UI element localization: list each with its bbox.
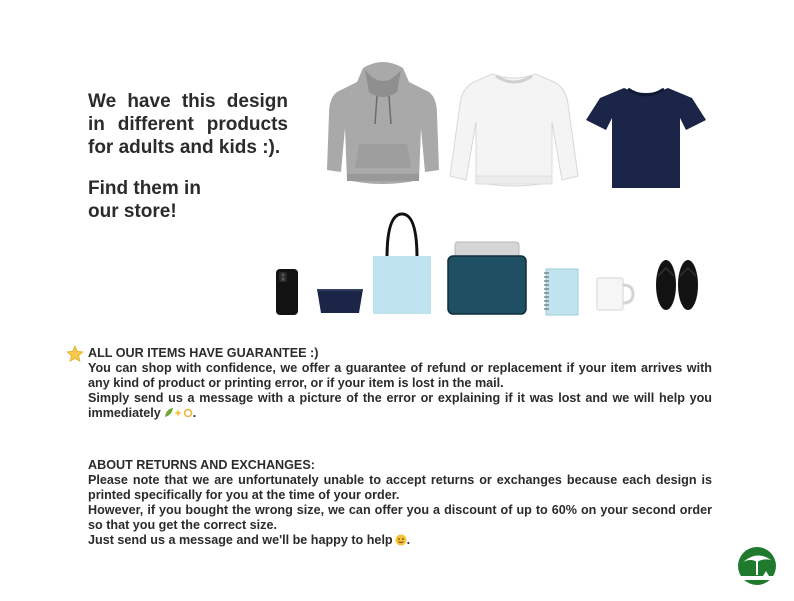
hoodie-image: [325, 58, 441, 190]
returns-paragraph-3: Just send us a message and we'll be happy to help: [88, 533, 393, 547]
laptop-sleeve-image: [447, 240, 527, 316]
sweatshirt-image: [448, 68, 580, 190]
returns-section: ABOUT RETURNS AND EXCHANGES: Please note that we are unfortunately unable to accept returns or exchanges because each design is printed specifically for you at the time of your order. However, if you bought the wrong size, we can offer you a discount of up to 60% on your second order so that you get the correct size. Just send us a message and we'll be happy to help .: [88, 458, 712, 550]
returns-title: ABOUT RETURNS AND EXCHANGES:: [88, 458, 315, 472]
tote-bag-image: [371, 210, 433, 316]
notebook-image: [543, 268, 579, 316]
mug-image: [595, 276, 635, 312]
flip-flops-image: [654, 258, 700, 312]
intro-section: [88, 90, 288, 223]
phone-case-image: [275, 268, 299, 316]
guarantee-paragraph-1: You can shop with confidence, we offer a guarantee of refund or replacement if your item arrives with any kind of product or printing error, or if your item is lost in the mail.: [88, 361, 712, 390]
returns-paragraph-2: However, if you bought the wrong size, we can offer you a discount of up to 60% on your second order so that you get the correct size.: [88, 503, 712, 532]
smile-icon: [395, 534, 407, 550]
guarantee-section: ALL OUR ITEMS HAVE GUARANTEE :) You can shop with confidence, we offer a guarantee of refund or replacement if your item arrives with any kind of product or printing error, or if your item is lost in the mail. Simply send us a message with a picture of the error or explaining if it was lost and we will help you immediately .: [66, 346, 712, 423]
pouch-image: [316, 286, 364, 314]
tshirt-image: [584, 84, 708, 190]
leaf-sparkle-icon: [163, 407, 193, 423]
guarantee-title: ALL OUR ITEMS HAVE GUARANTEE :): [88, 346, 319, 360]
star-icon: [66, 345, 84, 363]
guarantee-paragraph-2: Simply send us a message with a picture of the error or explaining if it was lost and we will help you immediately: [88, 391, 712, 420]
returns-paragraph-1: Please note that we are unfortunately unable to accept returns or exchanges because each design is printed specifically for you at the time of your order.: [88, 473, 712, 502]
intro-text: We have this design in different products for adults and kids :).: [88, 91, 288, 158]
store-text: Find them in our store!: [88, 178, 201, 222]
brand-logo: [737, 546, 777, 586]
